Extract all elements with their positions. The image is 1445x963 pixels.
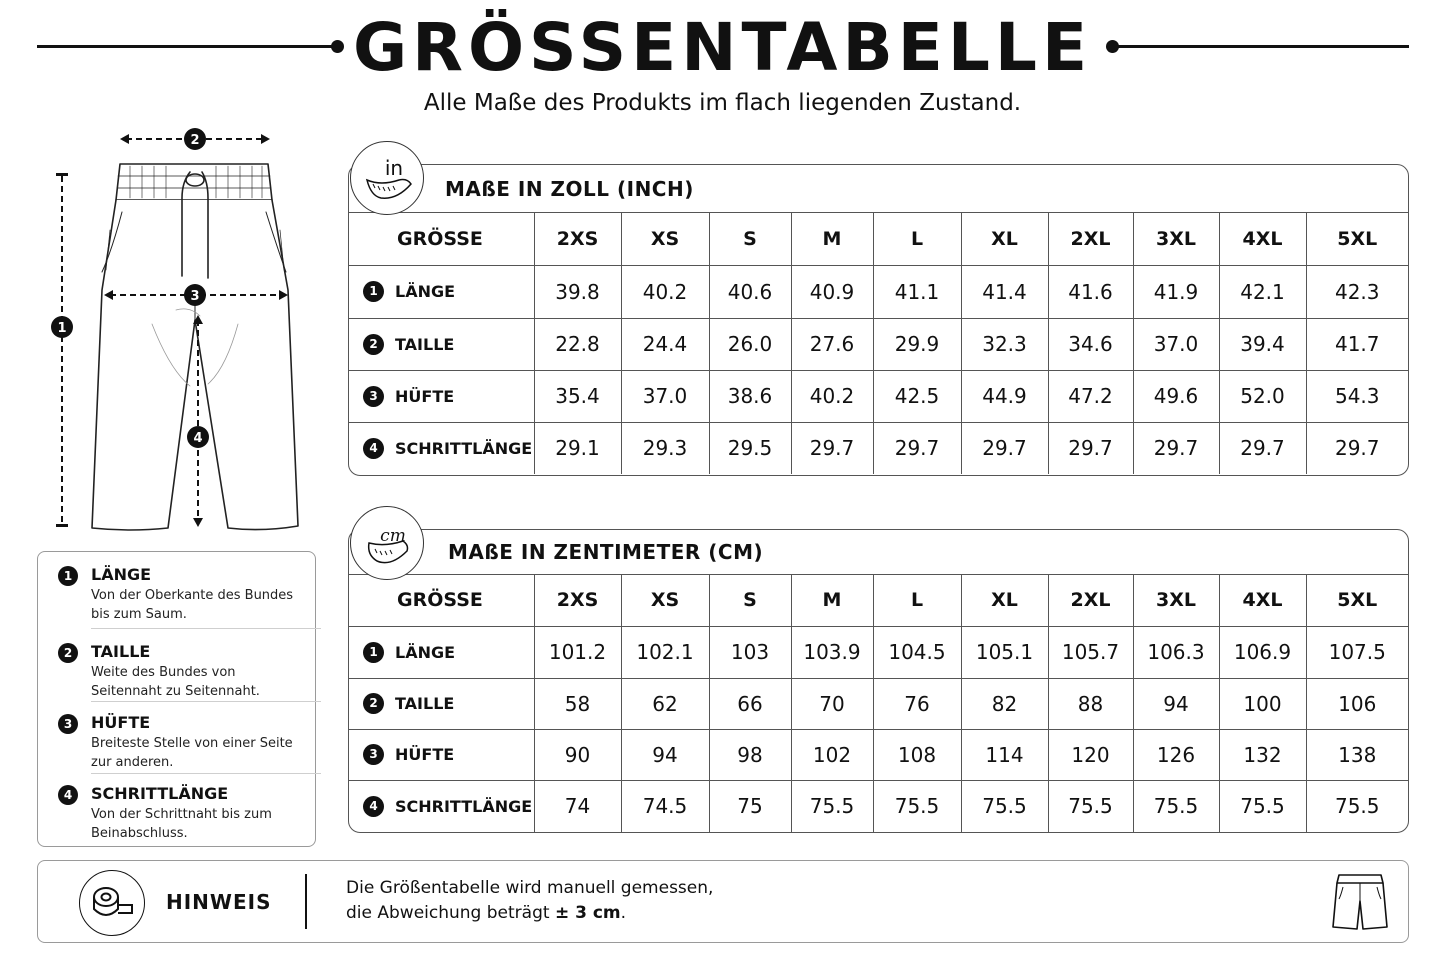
svg-text:cm: cm: [380, 526, 406, 546]
table-cell: 103: [709, 626, 791, 678]
table-cell: 82: [961, 678, 1048, 729]
table-cell: 106.9: [1219, 626, 1306, 678]
table-cell: 41.1: [873, 265, 961, 318]
row-number-badge: 3: [363, 744, 384, 765]
size-column-header: S: [709, 575, 791, 626]
table-cell: 40.9: [791, 265, 873, 318]
size-column-header: 4XL: [1219, 575, 1306, 626]
table-cell: 40.6: [709, 265, 791, 318]
legend-item-title: HÜFTE: [91, 713, 151, 732]
table-cell: 29.7: [1133, 422, 1219, 474]
table-cell: 76: [873, 678, 961, 729]
size-column-header: 2XS: [534, 213, 621, 265]
table-cell: 35.4: [534, 370, 621, 422]
size-column-header: 3XL: [1133, 575, 1219, 626]
size-column-header: S: [709, 213, 791, 265]
table-cell: 24.4: [621, 318, 709, 370]
size-column-header: XL: [961, 575, 1048, 626]
note-label: HINWEIS: [166, 890, 272, 914]
table-cell: 75.5: [1048, 780, 1133, 832]
table-cell: 40.2: [791, 370, 873, 422]
table-cell: 88: [1048, 678, 1133, 729]
table-cell: 103.9: [791, 626, 873, 678]
svg-text:in: in: [384, 156, 404, 180]
note-text: [346, 876, 713, 926]
svg-text:2: 2: [190, 133, 200, 148]
table-cell: 27.6: [791, 318, 873, 370]
tape-roll-icon: [79, 870, 145, 936]
pants-diagram: [40, 120, 310, 540]
table-cell: 41.4: [961, 265, 1048, 318]
table-cell: 74: [534, 780, 621, 832]
legend-item-title: LÄNGE: [91, 565, 152, 584]
table-cell: 29.1: [534, 422, 621, 474]
size-column-header: 2XL: [1048, 575, 1133, 626]
table-cell: 29.7: [1334, 436, 1380, 461]
table-cell: 108: [873, 729, 961, 780]
inch-table: [349, 213, 1408, 474]
row-label: [349, 780, 534, 832]
table-cell: 75.5: [873, 780, 961, 832]
table-cell: 102: [791, 729, 873, 780]
table-cell: 26.0: [709, 318, 791, 370]
legend-number-badge: 1: [58, 566, 78, 586]
row-number-badge: 2: [363, 334, 384, 355]
table-cell: 39.4: [1219, 318, 1306, 370]
svg-text:4: 4: [193, 431, 203, 446]
table-cell: 74.5: [621, 780, 709, 832]
table-cell: 42.1: [1219, 265, 1306, 318]
table-row: [349, 422, 1408, 474]
table-cell: 105.7: [1048, 626, 1133, 678]
table-cell: 120: [1048, 729, 1133, 780]
legend-card: [37, 551, 316, 847]
row-number-badge: 1: [363, 642, 384, 663]
size-column-header: L: [873, 213, 961, 265]
legend-item-title: SCHRITTLÄNGE: [91, 784, 229, 803]
row-label: [349, 318, 534, 370]
table-cell: 75.5: [1133, 780, 1219, 832]
shorts-icon: [1331, 871, 1389, 933]
note-line-2-prefix: die Abweichung beträgt: [346, 903, 555, 923]
table-cell: 90: [534, 729, 621, 780]
table-cell: 38.6: [709, 370, 791, 422]
table-cell: 41.6: [1048, 265, 1133, 318]
size-column-header: L: [873, 575, 961, 626]
table-cell: 42.5: [873, 370, 961, 422]
legend-number-badge: 3: [58, 714, 78, 734]
table-cell: 39.8: [534, 265, 621, 318]
table-cell: 29.9: [873, 318, 961, 370]
page-title: GRÖSSENTABELLE: [352, 9, 1093, 86]
row-label-text: LÄNGE: [395, 642, 456, 662]
table-cell: 62: [621, 678, 709, 729]
table-cell: 101.2: [534, 626, 621, 678]
table-cell: 41.7: [1306, 318, 1408, 370]
cm-tape-icon: [350, 506, 424, 580]
legend-item-title: TAILLE: [91, 642, 151, 661]
table-cell: 29.7: [961, 422, 1048, 474]
size-column-header: M: [791, 213, 873, 265]
table-cell: 37.0: [1133, 318, 1219, 370]
row-number-badge: 4: [363, 438, 384, 459]
table-cell: 42.3: [1306, 265, 1408, 318]
table-cell: 102.1: [621, 626, 709, 678]
note-card: [37, 860, 1409, 943]
table-cell: 47.2: [1048, 370, 1133, 422]
table-cell: 49.6: [1133, 370, 1219, 422]
row-label: [349, 265, 534, 318]
row-label-text: LÄNGE: [395, 282, 456, 301]
size-header-label: GRÖSSE: [349, 213, 534, 265]
size-column-header: 4XL: [1219, 213, 1306, 265]
row-number-badge: 1: [363, 281, 384, 302]
table-cell: 132: [1219, 729, 1306, 780]
size-column-header: 2XL: [1048, 213, 1133, 265]
row-label-text: SCHRITTLÄNGE: [395, 438, 533, 458]
legend-item-description: Weite des Bundes von Seitennaht zu Seitennaht.: [91, 665, 260, 699]
table-cell: 41.9: [1133, 265, 1219, 318]
table-row: [349, 265, 1408, 318]
diagram-marker-4: [187, 426, 209, 448]
inch-table-header: [349, 165, 1408, 213]
note-divider: [305, 874, 307, 929]
cm-table: [349, 575, 1408, 832]
table-cell: 66: [709, 678, 791, 729]
size-column-header: 5XL: [1306, 213, 1408, 265]
size-header-row: [349, 213, 1408, 265]
row-number-badge: 4: [363, 796, 384, 817]
table-cell: 75.5: [791, 780, 873, 832]
legend-number-badge: 4: [58, 785, 78, 805]
table-row: [349, 626, 1408, 678]
table-cell: 29.7: [791, 422, 873, 474]
diagram-marker-1: [51, 316, 73, 338]
title-line-right: [1112, 45, 1409, 48]
table-cell: 22.8: [534, 318, 621, 370]
table-cell: 98: [709, 729, 791, 780]
note-line-1: Die Größentabelle wird manuell gemessen,: [346, 878, 714, 898]
table-cell: 107.5: [1306, 626, 1408, 678]
table-cell: 44.9: [961, 370, 1048, 422]
size-header-row: [349, 575, 1408, 626]
table-row: [349, 318, 1408, 370]
row-label: [349, 729, 534, 780]
row-label-text: TAILLE: [395, 334, 455, 354]
row-label-text: SCHRITTLÄNGE: [395, 796, 533, 816]
size-column-header: XS: [621, 213, 709, 265]
note-line-2-suffix: .: [620, 903, 627, 923]
row-label-text: TAILLE: [395, 694, 455, 713]
size-column-header: XL: [961, 213, 1048, 265]
size-column-header: M: [791, 575, 873, 626]
table-cell: 54.3: [1306, 370, 1408, 422]
table-cell: 52.0: [1219, 370, 1306, 422]
row-label: [349, 422, 534, 474]
table-cell: 75.5: [1219, 780, 1306, 832]
inch-table-card: [348, 164, 1409, 476]
table-cell: 94: [621, 729, 709, 780]
table-row: [349, 370, 1408, 422]
size-column-header: 2XS: [534, 575, 621, 626]
row-label-text: HÜFTE: [395, 386, 455, 406]
page-subtitle: Alle Maße des Produkts im flach liegenden Zustand.: [423, 90, 1022, 116]
table-cell: 138: [1306, 729, 1408, 780]
size-column-header: XS: [621, 575, 709, 626]
legend-number-badge: 2: [58, 643, 78, 663]
svg-text:1: 1: [57, 321, 67, 336]
note-tolerance: ± 3 cm: [554, 903, 621, 923]
row-number-badge: 2: [363, 693, 384, 714]
diagram-marker-3: [184, 284, 206, 306]
table-cell: 29.5: [709, 422, 791, 474]
table-cell: 126: [1133, 729, 1219, 780]
table-cell: 40.2: [621, 265, 709, 318]
cm-table-card: [348, 529, 1409, 833]
legend-divider: [91, 773, 321, 774]
table-row: [349, 678, 1408, 729]
table-cell: 75.5: [1334, 794, 1380, 819]
table-cell: 105.1: [961, 626, 1048, 678]
table-cell: 94: [1133, 678, 1219, 729]
inch-tape-icon: [350, 141, 424, 215]
legend-item-description: Von der Oberkante des Bundes bis zum Saum.: [91, 588, 294, 622]
legend-divider: [91, 628, 321, 629]
table-cell: 37.0: [621, 370, 709, 422]
cm-table-title: MAßE IN ZENTIMETER (CM): [448, 540, 764, 564]
cm-table-header: [349, 530, 1408, 575]
legend-divider: [91, 701, 321, 702]
table-cell: 29.7: [1048, 422, 1133, 474]
inch-table-title: MAßE IN ZOLL (INCH): [445, 177, 694, 201]
row-label: [349, 370, 534, 422]
row-label: [349, 626, 534, 678]
table-cell: 58: [534, 678, 621, 729]
table-cell: 75.5: [961, 780, 1048, 832]
svg-text:3: 3: [190, 289, 200, 304]
row-label: [349, 678, 534, 729]
size-column-header: 3XL: [1133, 213, 1219, 265]
legend-item-description: Breiteste Stelle von einer Seite zur anderen.: [91, 736, 293, 770]
table-cell: 34.6: [1048, 318, 1133, 370]
table-row: [349, 729, 1408, 780]
legend-item-description: Von der Schrittnaht bis zum Beinabschluss.: [91, 807, 272, 841]
row-label-text: HÜFTE: [395, 745, 455, 764]
diagram-marker-2: [184, 128, 206, 150]
size-header-label: GRÖSSE: [349, 575, 534, 626]
table-cell: 104.5: [873, 626, 961, 678]
table-cell: 32.3: [961, 318, 1048, 370]
table-cell: 29.7: [873, 422, 961, 474]
table-cell: 114: [961, 729, 1048, 780]
row-number-badge: 3: [363, 386, 384, 407]
table-cell: 29.3: [621, 422, 709, 474]
table-row: [349, 780, 1408, 832]
table-cell: 106.3: [1133, 626, 1219, 678]
size-column-header: 5XL: [1306, 575, 1408, 626]
table-cell: 100: [1219, 678, 1306, 729]
table-cell: 29.7: [1219, 422, 1306, 474]
table-cell: 70: [791, 678, 873, 729]
table-cell: 75: [709, 780, 791, 832]
table-cell: 106: [1306, 678, 1408, 729]
